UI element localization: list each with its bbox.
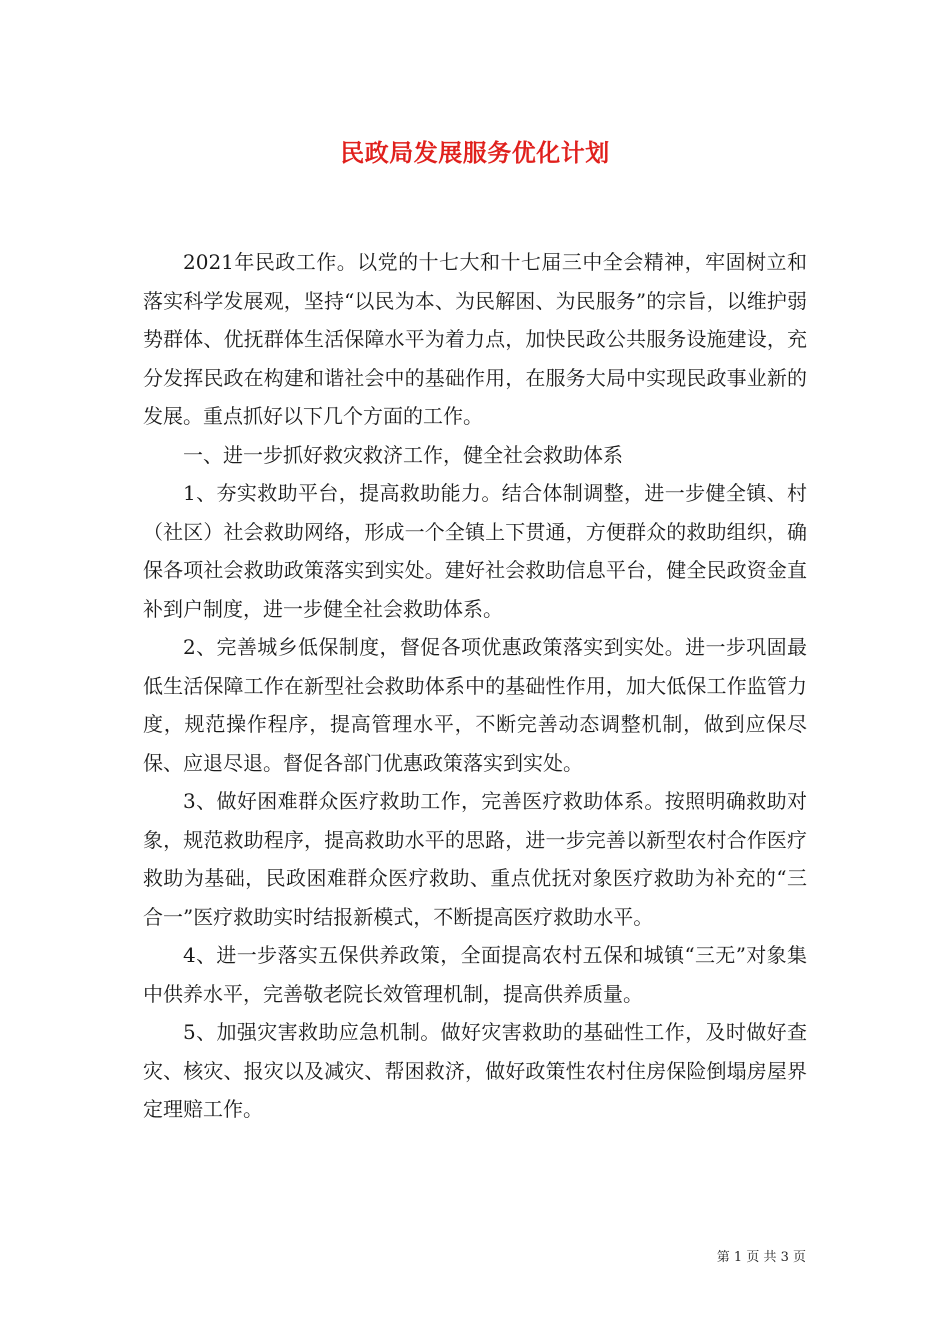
paragraph-item-2: 2、完善城乡低保制度，督促各项优惠政策落实到实处。进一步巩固最低生活保障工作在新型社会救助体系中的基础性作用，加大低保工作监管力度，规范操作程序，提高管理水平，不断完善动态调整机制，做到应保尽保、应退尽退。督促各部门优惠政策落实到实处。 [143, 635, 807, 775]
document-body [143, 243, 807, 1129]
paragraph-item-3: 3、做好困难群众医疗救助工作，完善医疗救助体系。按照明确救助对象，规范救助程序，提高救助水平的思路，进一步完善以新型农村合作医疗救助为基础，民政困难群众医疗救助、重点优抚对象医疗救助为补充的“三合一”医疗救助实时结报新模式，不断提高医疗救助水平。 [143, 789, 807, 929]
paragraph-item-4: 4、进一步落实五保供养政策，全面提高农村五保和城镇“三无”对象集中供养水平，完善敬老院长效管理机制，提高供养质量。 [143, 943, 807, 1006]
paragraph-item-1: 1、夯实救助平台，提高救助能力。结合体制调整，进一步健全镇、村（社区）社会救助网络，形成一个全镇上下贯通，方便群众的救助组织，确保各项社会救助政策落实到实处。建好社会救助信息平台，健全民政资金直补到户制度，进一步健全社会救助体系。 [143, 481, 807, 621]
section-heading: 一、进一步抓好救灾救济工作，健全社会救助体系 [183, 442, 623, 467]
page-title: 民政局发展服务优化计划 [340, 139, 610, 167]
paragraph-item-5: 5、加强灾害救助应急机制。做好灾害救助的基础性工作，及时做好查灾、核灾、报灾以及减灾、帮困救济，做好政策性农村住房保险倒塌房屋界定理赔工作。 [143, 1020, 807, 1121]
paragraph-intro: 2021年民政工作。以党的十七大和十七届三中全会精神，牢固树立和落实科学发展观，坚持“以民为本、为民解困、为民服务”的宗旨，以维护弱势群体、优抚群体生活保障水平为着力点，加快民政公共服务设施建设，充分发挥民政在构建和谐社会中的基础作用，在服务大局中实现民政事业新的发展。重点抓好以下几个方面的工作。 [143, 250, 807, 428]
page-number: 第 1 页 共 3 页 [716, 1250, 806, 1265]
